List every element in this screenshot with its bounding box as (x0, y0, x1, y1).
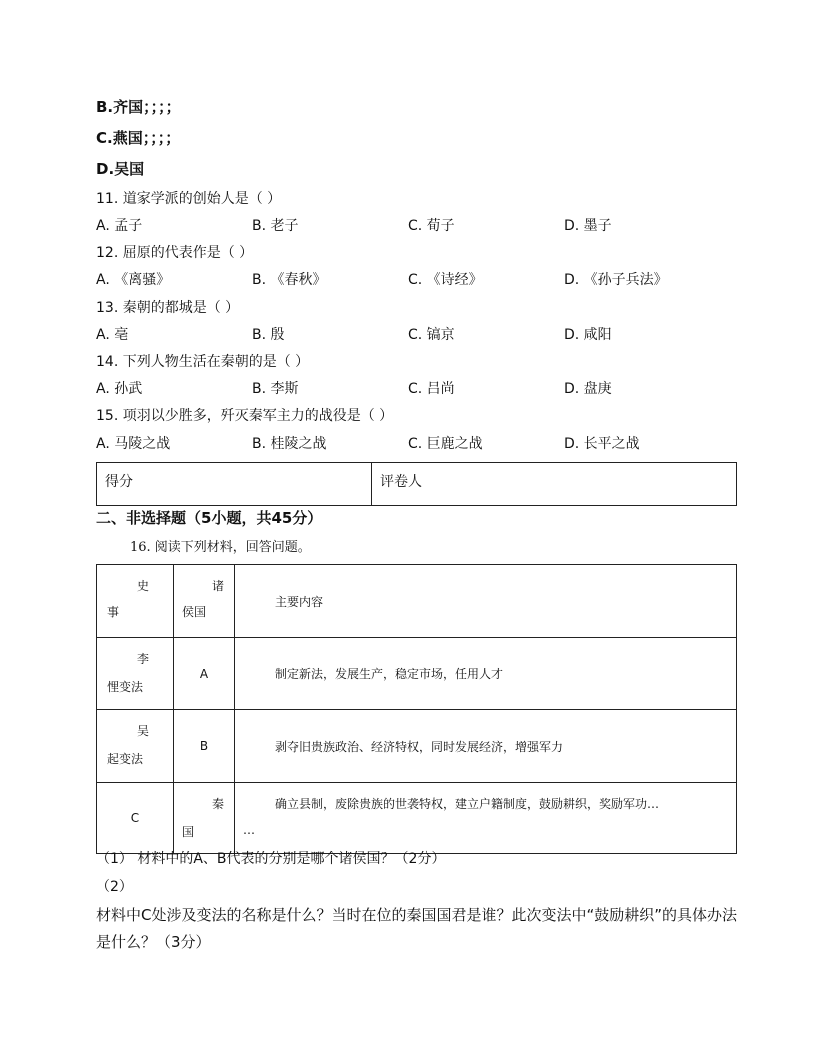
material-table (96, 564, 737, 854)
q11-option-c: C. 荀子 (408, 218, 455, 234)
score-table (96, 462, 737, 506)
material-row (97, 710, 737, 783)
q15-option-b: B. 桂陵之战 (252, 436, 327, 452)
q14-option-c: C. 吕尚 (408, 381, 455, 397)
score-label: 得分 (97, 463, 372, 506)
q11-option-a: A. 孟子 (96, 218, 143, 234)
question-11-stem: 11. 道家学派的创始人是（ ） (96, 191, 282, 207)
option-text: 燕国 (112, 129, 143, 147)
option-marks: ；；；； (143, 98, 181, 116)
option-text: 齐国 (113, 98, 144, 116)
row-content: 制定新法，发展生产，稳定市场，任用人才 (235, 638, 737, 710)
q15-option-a: A. 马陵之战 (96, 436, 171, 452)
row-content-line2: … (243, 823, 255, 837)
question-13-stem: 13. 秦朝的都城是（ ） (96, 300, 240, 316)
q14-option-d: D. 盘庚 (564, 381, 612, 397)
q12-option-b: B. 《春秋》 (252, 272, 327, 288)
row-content-line1: 确立县制，废除贵族的世袭特权，建立户籍制度，鼓励耕织，奖励军功… (275, 797, 660, 811)
header-state-a: 诸 (211, 579, 224, 593)
q13-option-d: D. 咸阳 (564, 327, 612, 343)
q11-option-b: B. 老子 (252, 218, 299, 234)
q11-option-d: D. 墨子 (564, 218, 612, 234)
option-marks: ；；；； (142, 129, 181, 147)
option-text: 吴国 (114, 160, 145, 178)
row-state-a: 秦 (211, 797, 224, 811)
option-letter: B. (96, 98, 114, 116)
header-content: 主要内容 (235, 565, 737, 638)
header-state-b: 侯国 (182, 605, 207, 619)
row-event-a: 吴 (136, 724, 149, 738)
q12-option-d: D. 《孙子兵法》 (564, 272, 668, 288)
row-event-b: 悝变法 (107, 680, 144, 694)
question-14-stem: 14. 下列人物生活在秦朝的是（ ） (96, 354, 310, 370)
q14-option-a: A. 孙武 (96, 381, 143, 397)
row-state: A (174, 638, 235, 710)
row-event-a: 李 (136, 652, 149, 666)
row-state-b: 国 (182, 825, 195, 839)
q13-option-a: A. 亳 (96, 327, 129, 343)
q13-option-b: B. 殷 (252, 327, 285, 343)
sub-question-1: （1） 材料中的A、B代表的分别是哪个诸侯国？（2分） (96, 851, 446, 867)
material-row (97, 783, 737, 854)
material-row (97, 638, 737, 710)
q13-option-c: C. 镐京 (408, 327, 455, 343)
option-c-line (96, 129, 180, 147)
question-15-stem: 15. 项羽以少胜多，歼灭秦军主力的战役是（ ） (96, 408, 394, 424)
grader-label: 评卷人 (372, 463, 737, 506)
q15-option-d: D. 长平之战 (564, 436, 640, 452)
row-state: B (174, 710, 235, 783)
row-event: C (97, 783, 174, 854)
option-b-line (96, 98, 181, 116)
q12-option-c: C. 《诗经》 (408, 272, 483, 288)
option-letter: D. (96, 160, 115, 178)
q15-option-c: C. 巨鹿之战 (408, 436, 483, 452)
header-event-a: 史 (136, 579, 149, 593)
option-letter: C. (96, 129, 113, 147)
sub-question-2-label: （2） (96, 879, 133, 895)
material-header-row (97, 565, 737, 638)
question-12-stem: 12. 屈原的代表作是（ ） (96, 245, 254, 261)
sub-question-2-line2: 是什么？（3分） (96, 933, 211, 951)
sub-question-2-line1: 材料中C处涉及变法的名称是什么？当时在位的秦国国君是谁？此次变法中“鼓励耕织”的具体办法 (96, 906, 738, 924)
row-content: 剥夺旧贵族政治、经济特权，同时发展经济，增强军力 (235, 710, 737, 783)
row-event-b: 起变法 (107, 752, 144, 766)
q14-option-b: B. 李斯 (252, 381, 299, 397)
q12-option-a: A. 《离骚》 (96, 272, 171, 288)
question-16-intro: 16. 阅读下列材料，回答问题。 (130, 540, 311, 555)
section-title: 二、非选择题（5小题，共45分） (96, 509, 323, 527)
header-event-b: 事 (107, 605, 120, 619)
option-d-line (96, 160, 144, 178)
